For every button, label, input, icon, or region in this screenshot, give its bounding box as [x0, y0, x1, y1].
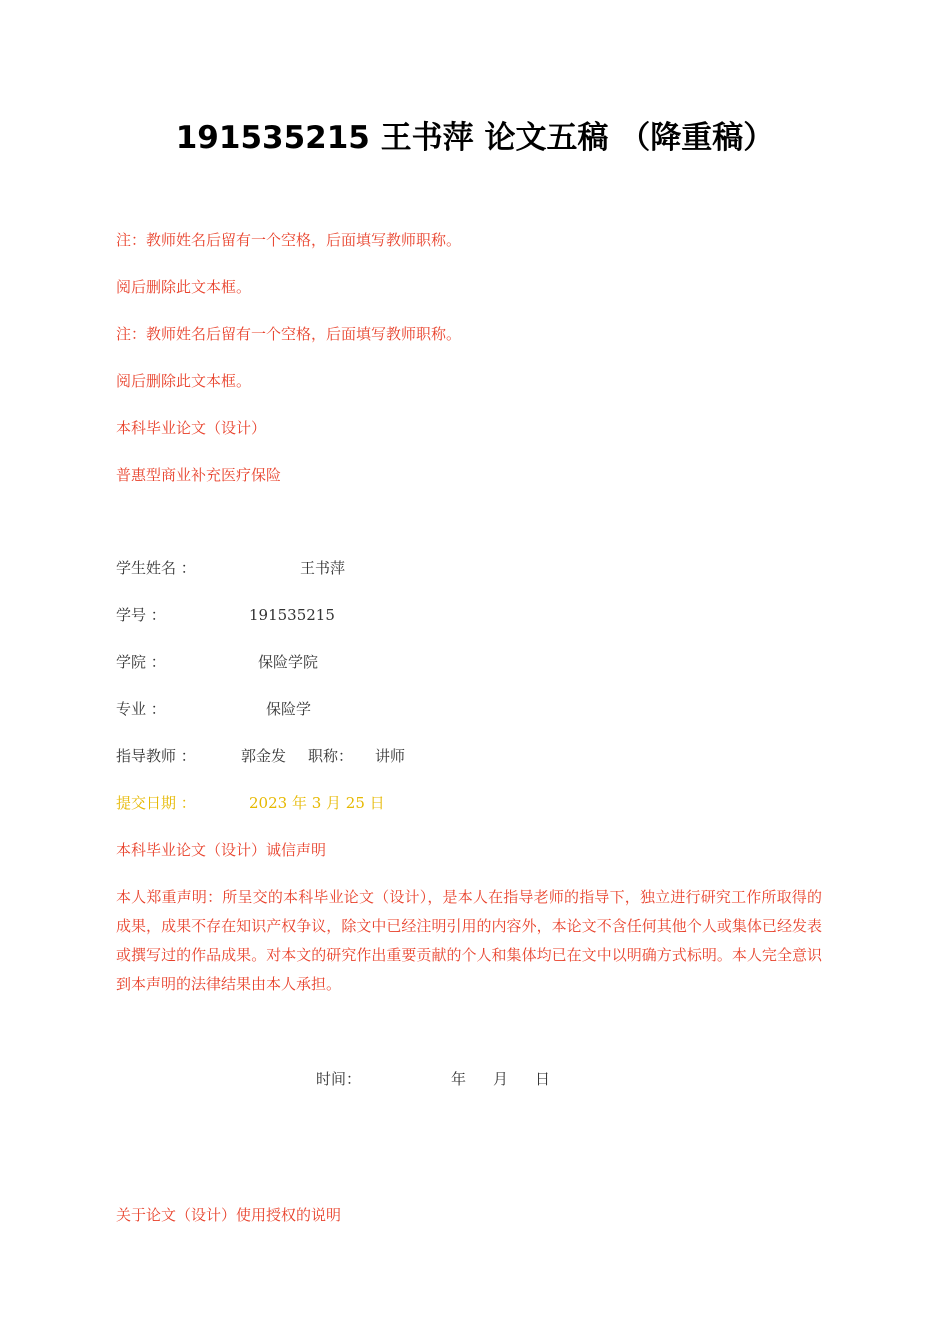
integrity-heading: 本科毕业论文（设计）诚信声明: [116, 841, 327, 859]
advisor-title-value: 讲师: [375, 747, 406, 765]
college-label: 学院 ：: [116, 653, 166, 671]
advisor-title-label: 职称：: [308, 747, 354, 765]
thesis-type: 本科毕业论文（设计）: [116, 419, 267, 437]
major-row: [116, 699, 616, 719]
college-value: 保险学院: [258, 653, 319, 671]
signature-month: 月: [493, 1070, 509, 1088]
integrity-body: 本人郑重声明：所呈交的本科毕业论文（设计），是本人在指导老师的指导下，独立进行研究工作所取得的成果，成果不存在知识产权争议，除文中已经注明引用的内容外，本论文不含任何其他个人或集体已经发表或撰写过的作品成果。对本文的研究作出重要贡献的个人和集体均已在文中以明确方式标明。本人完全意识到本声明的法律结果由本人承担。: [116, 888, 822, 993]
advisor-value: 郭金发: [241, 747, 287, 765]
note-line-3: 注：教师姓名后留有一个空格，后面填写教师职称。: [116, 325, 462, 343]
student-name-label: 学生姓名 ：: [116, 559, 196, 577]
submit-date-row: [116, 793, 616, 813]
college-row: [116, 652, 616, 672]
major-value: 保险学: [266, 700, 312, 718]
note-line-2: 阅后删除此文本框。: [116, 278, 252, 296]
student-name-value: 王书萍: [300, 559, 346, 577]
student-name-row: [116, 558, 616, 578]
note-line-1: 注：教师姓名后留有一个空格，后面填写教师职称。: [116, 231, 462, 249]
signature-year: 年: [451, 1070, 467, 1088]
submit-date-label: 提交日期 ：: [116, 794, 196, 812]
document-title: 191535215 王书萍 论文五稿 （降重稿）: [175, 120, 775, 156]
major-label: 专业 ：: [116, 700, 166, 718]
signature-time-label: 时间：: [316, 1070, 362, 1088]
advisor-label: 指导教师 ：: [116, 747, 196, 765]
student-id-label: 学号 ：: [116, 606, 166, 624]
student-id-value: 191535215: [249, 606, 335, 624]
advisor-row: [116, 746, 616, 766]
student-id-row: [116, 605, 616, 625]
submit-date-value: 2023 年 3 月 25 日: [249, 794, 385, 812]
thesis-title: 普惠型商业补充医疗保险: [116, 466, 282, 484]
authorization-heading: 关于论文（设计）使用授权的说明: [116, 1206, 342, 1224]
signature-day: 日: [535, 1070, 551, 1088]
note-line-4: 阅后删除此文本框。: [116, 372, 252, 390]
